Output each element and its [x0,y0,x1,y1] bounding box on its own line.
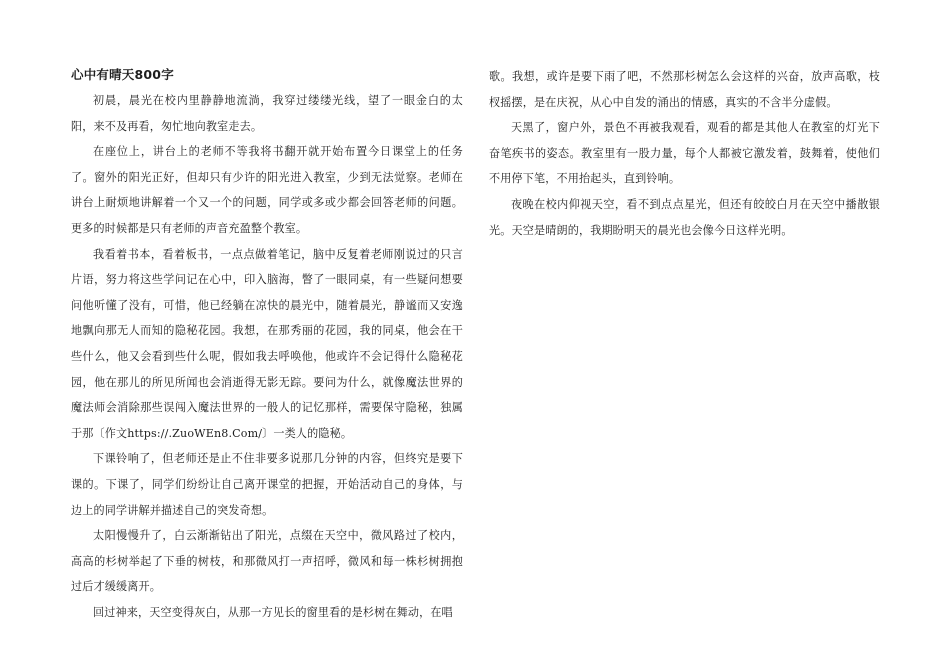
paragraph-continuation: 歌。我想，或许是要下雨了吧，不然那杉树怎么会这样的兴奋，放声高歌，枝杈摇摆，是在庆祝，从心中自发的涌出的情感，真实的不含半分虚假。 [489,70,880,109]
paragraph: 太阳慢慢升了，白云渐渐钻出了阳光，点缀在天空中，微风路过了校内，高高的杉树举起了下垂的树枝，和那微风打一声招呼，微风和每一株杉树拥抱过后才缓缓离开。 [71,529,463,594]
paragraph: 在座位上，讲台上的老师不等我将书翻开就开始布置今日课堂上的任务了。窗外的阳光正好，但却只有少许的阳光进入教室，少到无法觉察。老师在讲台上耐烦地讲解着一个又一个的问题，同学或多或少都会回答老师的问题。更多的时候都是只有老师的声音充盈整个教室。 [71,145,463,235]
left-column [71,64,463,625]
right-column [489,64,880,243]
paragraph: 下课铃响了，但老师还是止不住非要多说那几分钟的内容，但终究是要下课的。下课了，同学们纷纷让自己离开课堂的把握，开始活动自己的身体，与边上的同学讲解并描述自己的突发奇想。 [71,452,463,517]
paragraph: 天黑了，窗户外，景色不再被我观看，观看的都是其他人在教室的灯光下奋笔疾书的姿态。教室里有一股力量，每个人都被它激发着，鼓舞着，使他们不用停下笔，不用抬起头，直到铃响。 [489,121,880,186]
paragraph: 夜晚在校内仰视天空，看不到点点星光，但还有皎皎白月在天空中播散银光。天空是晴朗的，我期盼明天的晨光也会像今日这样光明。 [489,197,880,237]
paragraph: 初晨，晨光在校内里静静地流淌，我穿过缕缕光线，望了一眼金白的太阳，来不及再看，匆忙地向教室走去。 [71,94,463,133]
paragraph: 我看着书本，看着板书，一点点做着笔记，脑中反复着老师刚说过的只言片语，努力将这些学问记在心中，印入脑海，瞥了一眼同桌，有一些疑问想要问他听懂了没有，可惜，他已经躺在凉快的晨光中，随着晨光，静谧而又安逸地飘向那无人而知的隐秘花园。我想，在那秀丽的花园，我的同桌，他会在干些什么，他又会看到些什么呢，假如我去呼唤他，他或许不会记得什么隐秘花园，他在那儿的所见所闻也会消逝得无影无踪。要问为什么，就像魔法世界的魔法师会消除那些误闯入魔法世界的一般人的记忆那样，需要保守隐秘，独属于那〔作文https://.ZuoWEn8.Com/〕一类人的隐秘。 [71,247,463,440]
paragraph: 回过神来，天空变得灰白，从那一方见长的窗里看的是杉树在舞动，在唱 [93,605,453,619]
article-title: 心中有晴天800字 [71,67,174,82]
